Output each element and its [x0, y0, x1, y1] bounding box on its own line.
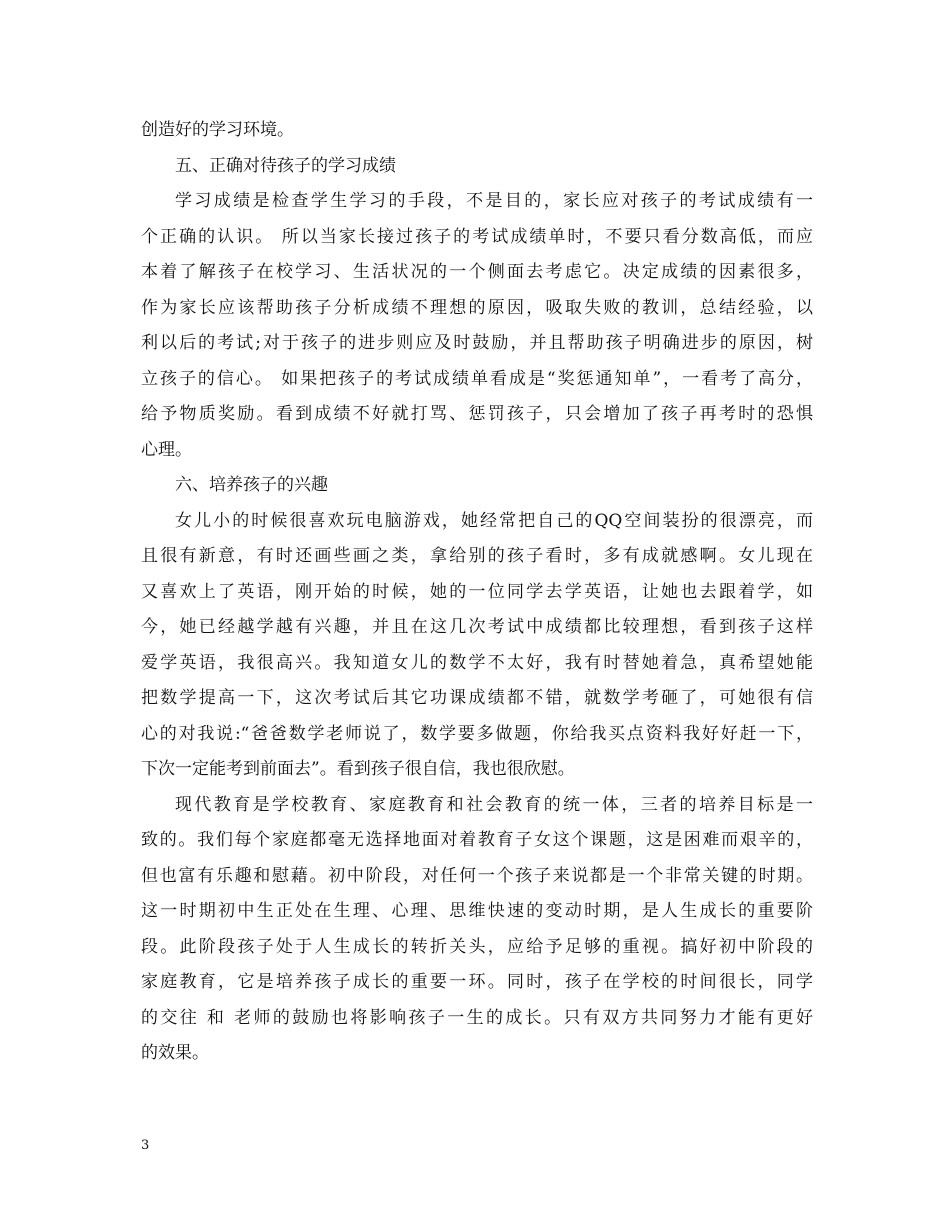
text-line: 段。此阶段孩子处于人生成长的转折关头，应给予足够的重视。搞好初中阶段的: [141, 936, 813, 957]
text-line: 又喜欢上了英语，刚开始的时候，她的一位同学去学英语，让她也去跟着学，如: [141, 581, 813, 602]
text-line: 六、培养孩子的兴趣: [175, 475, 328, 495]
text-line: 且很有新意，有时还画些画之类，拿给别的孩子看时，多有成就感啊。女儿现在: [141, 546, 813, 566]
text-line: 立孩子的信心。 如果把孩子的考试成绩单看成是“奖惩通知单”，一看考了高分，: [141, 368, 813, 389]
text-line: 作为家长应该帮助孩子分析成绩不理想的原因，吸取失败的教训，总结经验，以: [141, 297, 813, 318]
text-line: 个正确的认识。 所以当家长接过孩子的考试成绩单时，不要只看分数高低，而应: [141, 226, 813, 247]
text-line: 爱学英语，我很高兴。我知道女儿的数学不太好，我有时替她着急，真希望她能: [141, 652, 813, 673]
text-line: 的交往 和 老师的鼓励也将影响孩子一生的成长。只有双方共同努力才能有更好: [141, 1007, 813, 1028]
text-line: 心理。: [141, 439, 192, 460]
text-line: 这一时期初中生正处在生理、心理、思维快速的变动时期，是人生成长的重要阶: [141, 901, 813, 921]
text-line: 现代教育是学校教育、家庭教育和社会教育的统一体，三者的培养目标是一: [175, 794, 813, 815]
text-line: 心的对我说:“爸爸数学老师说了，数学要多做题，你给我买点资料我好好赶一下，: [141, 723, 813, 744]
text-line: 本着了解孩子在校学习、生活状况的一个侧面去考虑它。决定成绩的因素很多，: [141, 262, 813, 282]
text-line: 给予物质奖励。看到成绩不好就打骂、惩罚孩子，只会增加了孩子再考时的恐惧: [141, 404, 813, 424]
document-body: [141, 113, 813, 1072]
text-line: 把数学提高一下，这次考试后其它功课成绩都不错，就数学考砸了，可她很有信: [141, 688, 813, 708]
page-number: 3: [141, 1138, 150, 1153]
text-line: 下次一定能考到前面去”。看到孩子很自信，我也很欣慰。: [141, 759, 575, 779]
text-line: 女儿小的时候很喜欢玩电脑游戏，她经常把自己的QQ空间装扮的很漂亮，而: [175, 510, 813, 531]
text-line: 学习成绩是检查学生学习的手段，不是目的，家长应对孩子的考试成绩有一: [175, 191, 813, 211]
text-line: 利以后的考试;对于孩子的进步则应及时鼓励，并且帮助孩子明确进步的原因，树: [141, 333, 813, 353]
text-line: 致的。我们每个家庭都毫无选择地面对着教育子女这个课题，这是困难而艰辛的，: [141, 830, 813, 850]
text-line: 创造好的学习环境。: [141, 120, 294, 140]
text-line: 今，她已经越学越有兴趣，并且在这几次考试中成绩都比较理想，看到孩子这样: [141, 617, 813, 637]
text-line: 的效果。: [141, 1043, 209, 1063]
text-line: 但也富有乐趣和慰藉。初中阶段，对任何一个孩子来说都是一个非常关键的时期。: [141, 865, 813, 886]
text-line: 五、正确对待孩子的学习成绩: [175, 155, 396, 176]
text-line: 家庭教育，它是培养孩子成长的重要一环。同时，孩子在学校的时间很长，同学: [141, 972, 813, 992]
